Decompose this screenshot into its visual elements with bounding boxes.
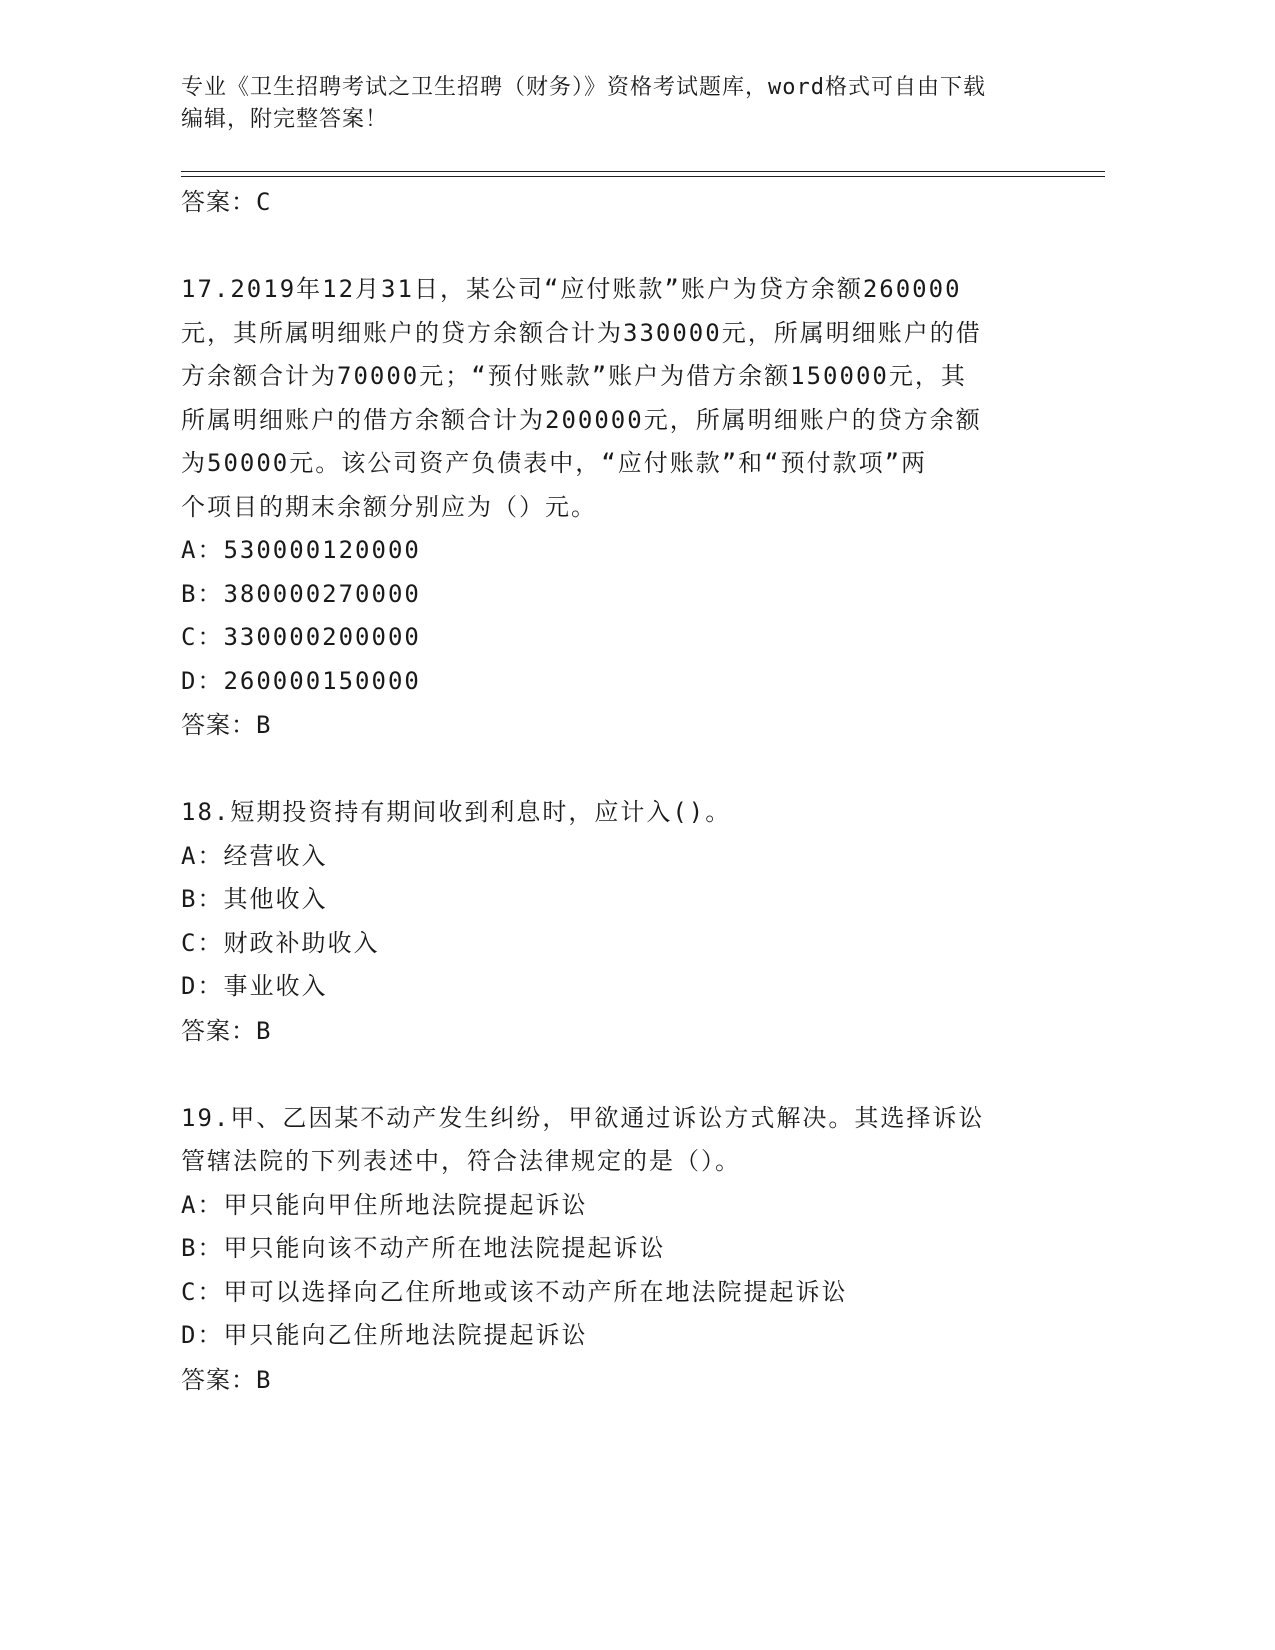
header-line-1: 专业《卫生招聘考试之卫生招聘（财务）》资格考试题库，word格式可自由下载 (181, 75, 986, 100)
document-header (181, 72, 1041, 136)
question-line: 元，其所属明细账户的贷方余额合计为330000元，所属明细账户的借 (181, 318, 982, 347)
option-b: B：甲只能向该不动产所在地法院提起诉讼 (181, 1234, 666, 1262)
answer: 答案：B (181, 1016, 272, 1045)
question-line: 个项目的期末余额分别应为（）元。 (181, 492, 597, 521)
question-text (181, 1097, 1041, 1184)
question-line: 所属明细账户的借方余额合计为200000元，所属明细账户的贷方余额 (181, 405, 982, 434)
header-line-2: 编辑，附完整答案！ (181, 107, 389, 132)
option-d: D：260000150000 (181, 666, 421, 695)
option-b: B：380000270000 (181, 579, 421, 608)
question-text (181, 791, 1041, 835)
question-line: 19.甲、乙因某不动产发生纠纷，甲欲通过诉讼方式解决。其选择诉讼 (181, 1103, 985, 1132)
question-line: 为50000元。该公司资产负债表中，“应付账款”和“预付款项”两 (181, 449, 928, 477)
question-19 (181, 1097, 1041, 1402)
question-17 (181, 268, 1041, 747)
option-a: A：经营收入 (181, 841, 328, 870)
option-a: A：530000120000 (181, 536, 421, 564)
answer: 答案：B (181, 1365, 272, 1394)
option-c: C：财政补助收入 (181, 928, 380, 957)
header-divider-top (181, 171, 1105, 172)
option-d: D：甲只能向乙住所地法院提起诉讼 (181, 1321, 588, 1349)
option-b: B：其他收入 (181, 885, 328, 913)
question-line: 管辖法院的下列表述中，符合法律规定的是（）。 (181, 1147, 741, 1175)
question-line: 17.2019年12月31日，某公司“应付账款”账户为贷方余额260000 (181, 275, 962, 303)
question-line: 18.短期投资持有期间收到利息时，应计入()。 (181, 798, 732, 826)
question-line: 方余额合计为70000元；“预付账款”账户为借方余额150000元，其 (181, 362, 967, 390)
question-18 (181, 791, 1041, 1053)
question-text (181, 268, 1041, 529)
option-c: C：甲可以选择向乙住所地或该不动产所在地法院提起诉讼 (181, 1277, 848, 1306)
header-divider-bottom (181, 176, 1105, 177)
previous-answer: 答案：C (181, 188, 272, 216)
option-d: D：事业收入 (181, 972, 328, 1000)
question-list (181, 180, 1041, 1402)
option-a: A：甲只能向甲住所地法院提起诉讼 (181, 1190, 588, 1219)
answer: 答案：B (181, 711, 272, 739)
option-c: C：330000200000 (181, 623, 421, 651)
